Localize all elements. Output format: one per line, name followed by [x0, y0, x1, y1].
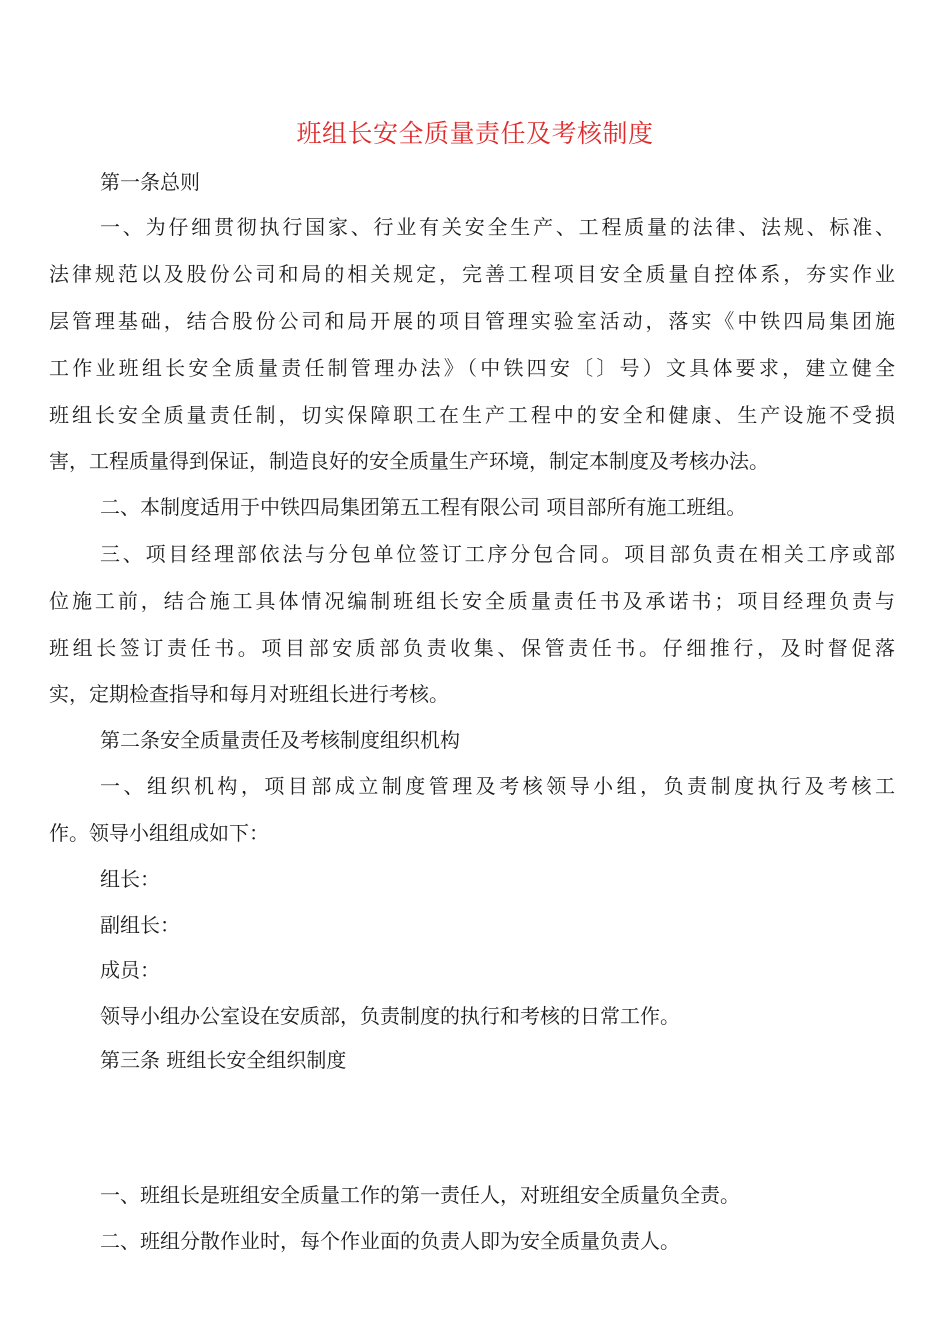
- paragraph-1-line-5: 班组长安全质量责任制，切实保障职工在生产工程中的安全和健康、生产设施不受损: [49, 403, 895, 427]
- paragraph-4-line-1: 一、组织机构，项目部成立制度管理及考核领导小组，负责制度执行及考核工: [100, 774, 895, 798]
- members-label: 成员：: [100, 958, 160, 982]
- paragraph-3-line-1: 三、项目经理部依法与分包单位签订工序分包合同。项目部负责在相关工序或部: [100, 542, 895, 566]
- paragraph-1-line-4: 工作业班组长安全质量责任制管理办法》（中铁四安〔〕号）文具体要求，建立健全: [49, 356, 895, 380]
- article-1-heading: 第一条总则: [100, 170, 200, 194]
- paragraph-3-line-4: 实，定期检查指导和每月对班组长进行考核。: [49, 682, 449, 706]
- paragraph-6: 一、班组长是班组安全质量工作的第一责任人，对班组安全质量负全责。: [100, 1183, 740, 1207]
- paragraph-1-line-1: 一、为仔细贯彻执行国家、行业有关安全生产、工程质量的法律、法规、标准、: [100, 215, 895, 239]
- article-3-heading: 第三条 班组长安全组织制度: [100, 1048, 347, 1072]
- paragraph-1-line-6: 害，工程质量得到保证，制造良好的安全质量生产环境，制定本制度及考核办法。: [49, 449, 769, 473]
- paragraph-7: 二、班组分散作业时，每个作业面的负责人即为安全质量负责人。: [100, 1229, 680, 1253]
- paragraph-5: 领导小组办公室设在安质部，负责制度的执行和考核的日常工作。: [100, 1004, 680, 1028]
- article-2-heading: 第二条安全质量责任及考核制度组织机构: [100, 728, 460, 752]
- leader-label: 组长：: [100, 867, 160, 891]
- paragraph-4-line-2: 作。领导小组组成如下：: [49, 821, 269, 845]
- deputy-leader-label: 副组长：: [100, 913, 180, 937]
- document-title: 班组长安全质量责任及考核制度: [296, 119, 654, 148]
- paragraph-1-line-2: 法律规范以及股份公司和局的相关规定，完善工程项目安全质量自控体系，夯实作业: [49, 262, 895, 286]
- paragraph-2: 二、本制度适用于中铁四局集团第五工程有限公司 项目部所有施工班组。: [100, 495, 747, 519]
- paragraph-3-line-2: 位施工前，结合施工具体情况编制班组长安全质量责任书及承诺书；项目经理负责与: [49, 589, 895, 613]
- paragraph-1-line-3: 层管理基础，结合股份公司和局开展的项目管理实验室活动，落实《中铁四局集团施: [49, 309, 895, 333]
- paragraph-3-line-3: 班组长签订责任书。项目部安质部负责收集、保管责任书。仔细推行，及时督促落: [49, 636, 895, 660]
